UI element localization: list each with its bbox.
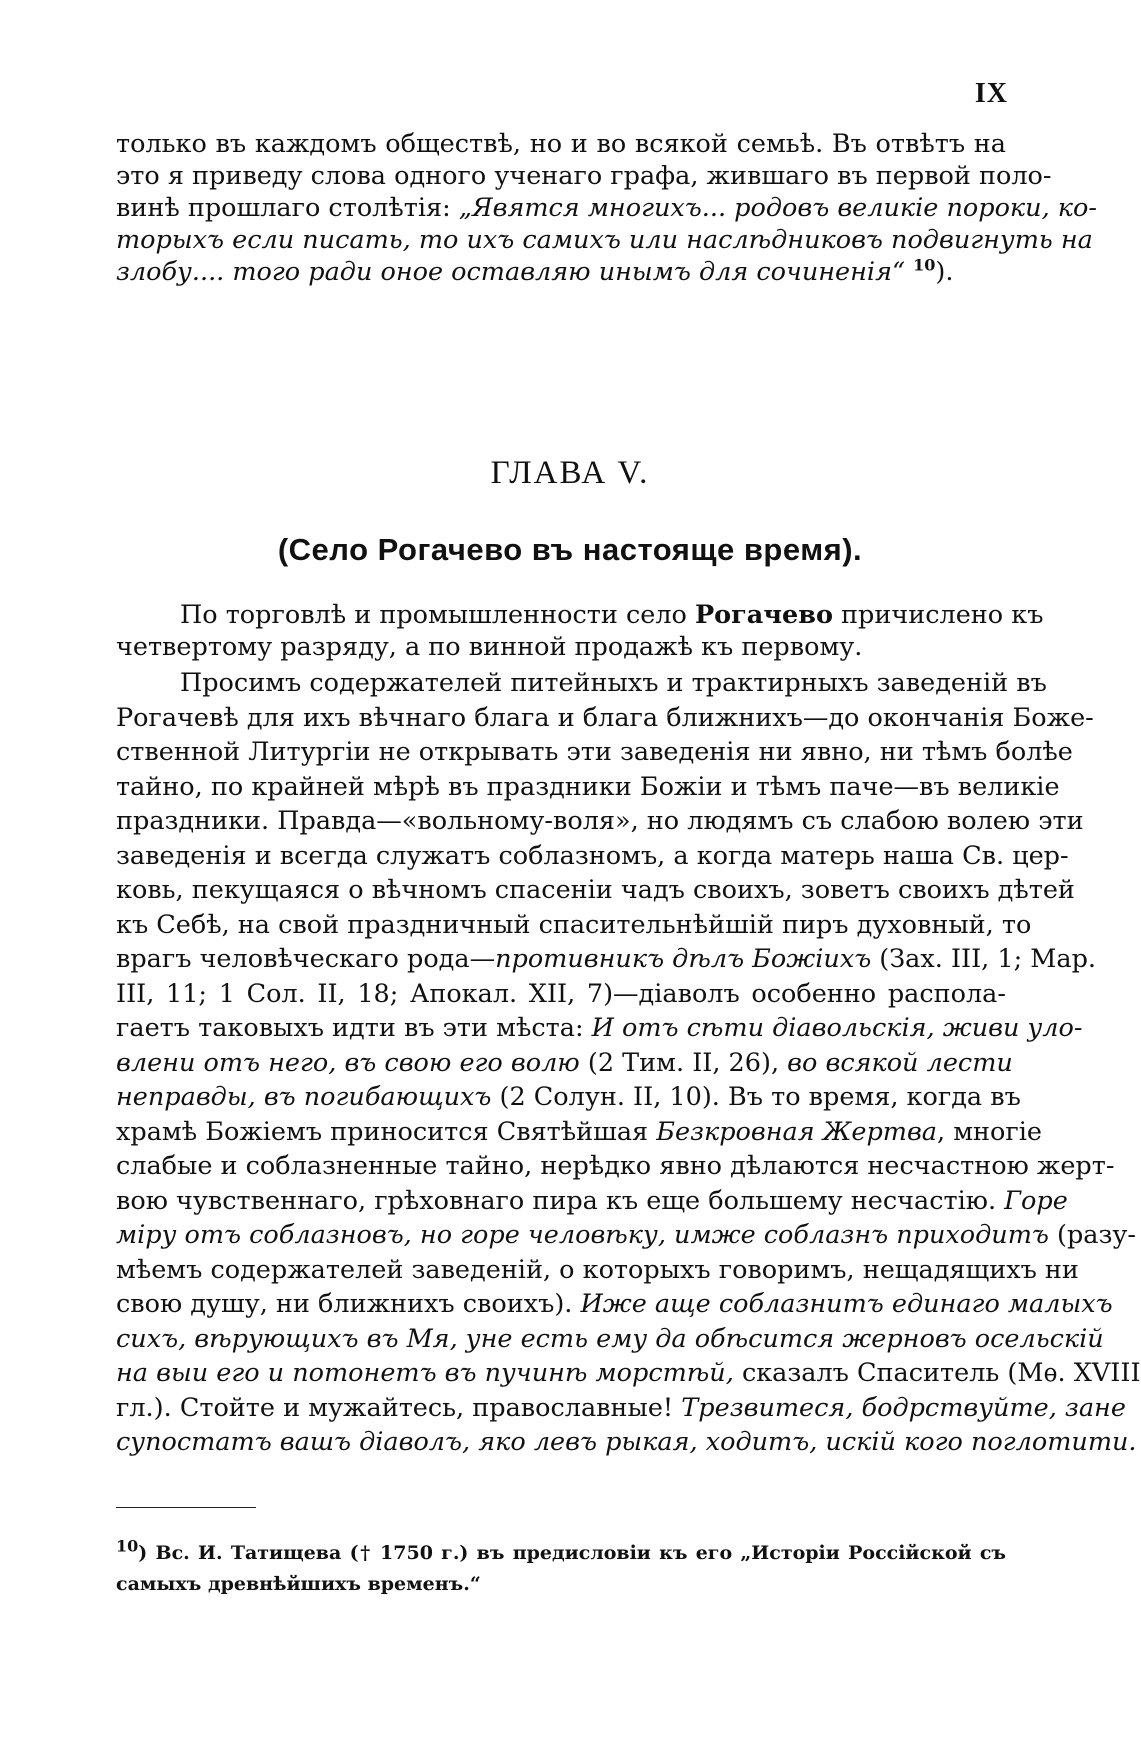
text-segment: торыхъ если писать, то ихъ самихъ или наслѣдниковъ подвигнуть на: [116, 225, 1093, 255]
text-line: [116, 735, 1073, 770]
footnote-ref: 10: [116, 1536, 139, 1556]
text-segment: Горе: [1004, 1185, 1068, 1216]
page-number: IX: [974, 78, 1008, 109]
text-line: [116, 1569, 1006, 1600]
text-segment: врагъ человѣческаго рода—: [116, 944, 496, 974]
text-line: [116, 1218, 1136, 1253]
paragraph-2: [116, 666, 1141, 1460]
text-segment: И отъ сѣти діавольскія, живи уло-: [591, 1013, 1083, 1043]
text-segment: только въ каждомъ обществѣ, но и во всякой семьѣ. Въ отвѣтъ на: [116, 129, 1006, 159]
text-segment: храмѣ Божіемъ приносится Святѣйшая: [116, 1116, 657, 1147]
text-segment: свою душу, ни ближнихъ своихъ).: [116, 1289, 581, 1319]
text-segment: тайно, по крайней мѣрѣ въ праздники Божіи и тѣмъ паче—въ великіе: [116, 771, 1060, 802]
text-segment: гаетъ таковыхъ идти въ эти мѣста:: [116, 1013, 592, 1043]
text-segment: винѣ прошлаго столѣтія:: [116, 193, 459, 223]
text-segment: Иже аще соблазнитъ единаго малыхъ: [580, 1289, 1113, 1319]
text-segment: (2 Тим. II, 26),: [579, 1047, 788, 1078]
text-segment: ковь, пекущаяся о вѣчномъ спасеніи чадъ своихъ, зоветъ своихъ дѣтей: [116, 875, 1075, 905]
text-line: [116, 804, 1084, 839]
text-segment: (2 Солун. II, 10). Въ то время, когда въ: [491, 1082, 1021, 1112]
text-segment: сихъ, вѣрующихъ въ Мя, уне есть ему да обѣсится жерновъ осельскій: [116, 1323, 1104, 1354]
text-line: [116, 599, 1044, 631]
text-line: [116, 942, 1097, 977]
text-line: [116, 1184, 1068, 1219]
text-segment: супостатъ вашъ діаволъ, яко левъ рыкая, ходитъ, искій кого поглотити.: [116, 1427, 1137, 1457]
text-segment: это я приведу слова одного ученаго графа, жившаго въ первой поло-: [116, 161, 1052, 191]
text-segment: , многіе: [937, 1116, 1043, 1147]
text-line: [116, 1322, 1104, 1357]
text-line: [116, 1425, 1137, 1460]
top-paragraph: [116, 128, 1097, 288]
text-line: [116, 873, 1075, 908]
text-segment: Рогачевѣ для ихъ вѣчнаго блага и блага ближнихъ—до окончанія Боже-: [116, 702, 1094, 733]
text-segment: самыхъ древнѣйшихъ временъ.“: [116, 1573, 481, 1595]
text-line: [116, 1149, 1115, 1184]
footnote: [116, 1538, 1006, 1600]
text-segment: Просимъ содержателей питейныхъ и трактирныхъ заведеній въ: [180, 668, 1047, 698]
text-segment: неправды, въ погибающихъ: [116, 1082, 492, 1112]
text-segment: вою чувственнаго, грѣховнаго пира къ еще большему несчастію.: [116, 1185, 1005, 1216]
text-line: [116, 1538, 1006, 1569]
text-segment: гл.). Стойте и мужайтесь, православные!: [116, 1392, 682, 1423]
text-segment: злобу.... того ради оное оставляю инымъ для сочиненія“: [116, 257, 914, 287]
text-segment: на выи его и потонетъ въ пучинѣ морстѣй,: [116, 1358, 734, 1388]
text-segment: (разу-: [1048, 1220, 1136, 1250]
text-segment: Безкровная Жертва: [656, 1116, 938, 1147]
text-line: [116, 770, 1060, 805]
text-line: [116, 666, 1047, 701]
text-segment: сказалъ Спаситель (Мѳ. XVIII: [733, 1358, 1141, 1388]
text-segment: во всякой лести: [787, 1047, 1013, 1078]
text-line: [116, 1287, 1113, 1322]
text-segment: Рогачево: [695, 600, 833, 630]
text-segment: III, 11; 1 Сол. II, 18; Апокал. XII, 7)—діаволъ особенно распола-: [116, 978, 1006, 1009]
text-segment: слабые и соблазненные тайно, нерѣдко явно дѣлаются несчастною жерт-: [116, 1151, 1115, 1181]
text-segment: мѣемъ содержателей заведеній, о которыхъ говоримъ, нещадящихъ ни: [116, 1254, 1079, 1285]
text-segment: влени отъ него, въ свою его волю: [116, 1047, 580, 1078]
text-line: [116, 1115, 1043, 1150]
text-line: [116, 1391, 1126, 1426]
text-segment: По торговлѣ и промышленности село: [180, 600, 695, 630]
chapter-heading: ГЛАВА V.: [490, 455, 650, 491]
chapter-subtitle: (Село Рогачево въ настояще время).: [277, 532, 863, 567]
text-line: [116, 1253, 1079, 1288]
footnote-rule: [116, 1507, 256, 1508]
text-line: [116, 1046, 1013, 1081]
text-line: [116, 128, 1006, 160]
text-line: [116, 192, 1097, 224]
text-segment: ственной Литургіи не открывать эти заведенія ни явно, ни тѣмъ болѣе: [116, 737, 1073, 767]
text-segment: (Зах. III, 1; Мар.: [871, 944, 1097, 974]
text-line: [116, 839, 1069, 874]
text-line: [116, 1080, 1021, 1115]
text-line: [116, 701, 1094, 736]
text-line: [116, 1356, 1141, 1391]
text-segment: противникъ дѣлъ Божіихъ: [495, 944, 872, 974]
text-line: [116, 631, 1006, 663]
text-segment: міру отъ соблазновъ, но горе человѣку, имже соблазнъ приходитъ: [116, 1220, 1049, 1250]
text-line: [116, 1011, 1083, 1046]
text-segment: „Явятся многихъ... родовъ великіе пороки, ко-: [458, 193, 1097, 223]
text-line: [116, 256, 1006, 288]
text-line: [116, 977, 1006, 1012]
text-line: [116, 224, 1093, 256]
text-segment: четвертому разряду, а по винной продажѣ къ первому.: [116, 632, 863, 662]
text-segment: заведенія и всегда служатъ соблазномъ, а когда матерь наша Св. цер-: [116, 840, 1069, 871]
paragraph-1: [116, 599, 1044, 663]
text-segment: праздники. Правда—«вольному-воля», но людямъ съ слабою волею эти: [116, 806, 1084, 836]
text-segment: къ Себѣ, на свой праздничный спасительнѣйшій пиръ духовный, то: [116, 909, 1032, 940]
text-segment: ).: [935, 257, 954, 287]
footnote-ref: 10: [913, 255, 936, 275]
text-segment: причислено къ: [832, 600, 1044, 630]
text-segment: ) Вс. И. Татищева († 1750 г.) въ предисловіи къ его „Исторіи Россійской съ: [138, 1542, 1006, 1564]
text-segment: Трезвитеся, бодрствуйте, зане: [681, 1392, 1126, 1423]
text-line: [116, 908, 1032, 943]
text-line: [116, 160, 1052, 192]
